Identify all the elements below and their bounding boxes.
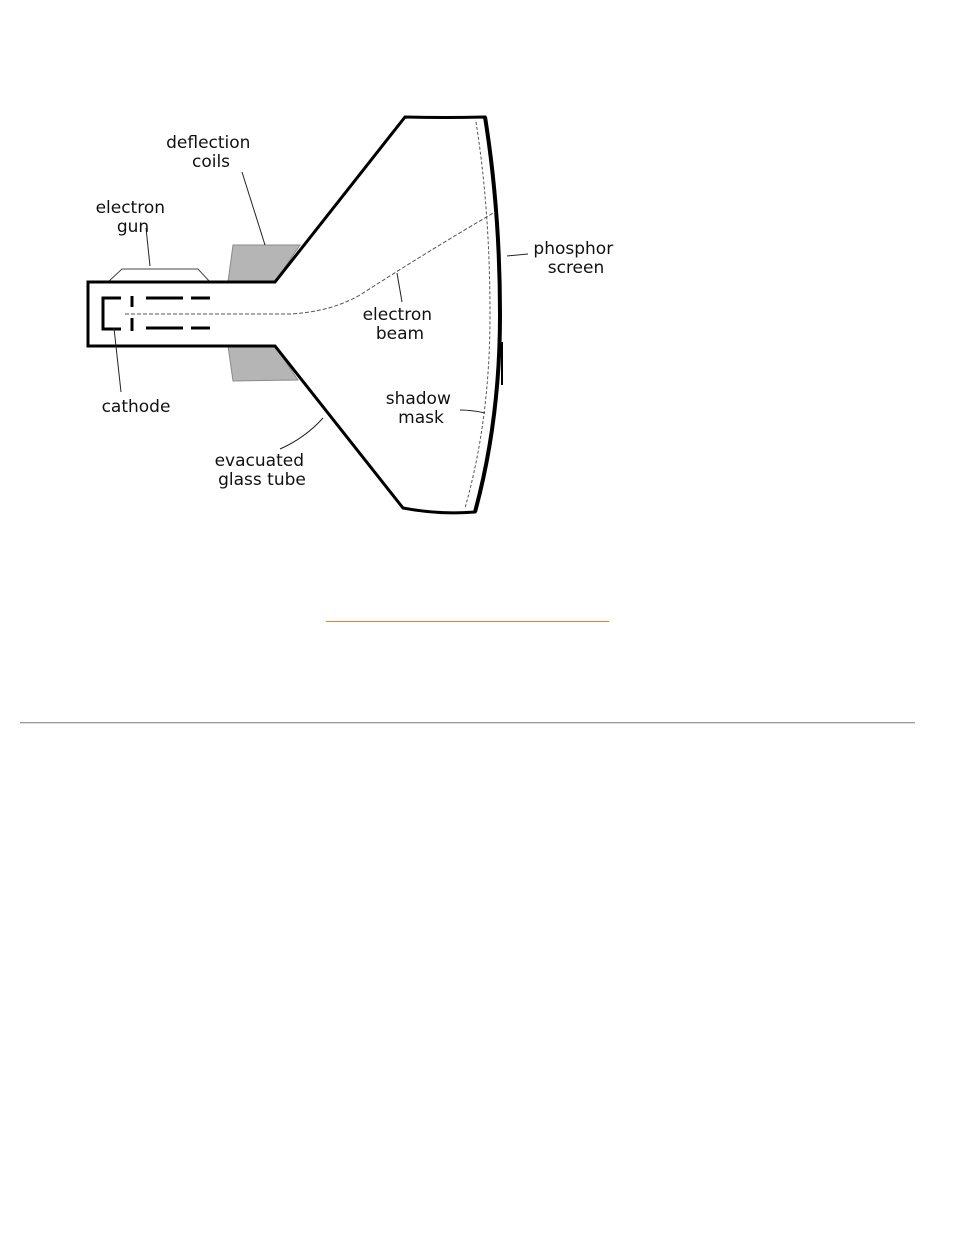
label-evacuated-glass-tube: evacuated glass tube (214, 451, 306, 490)
leader-phosphor-screen (507, 254, 528, 256)
electron-gun-housing (108, 269, 210, 282)
leader-evacuated-glass-tube (280, 418, 323, 449)
label-electron-beam: electron beam (362, 305, 433, 344)
label-electron-gun: electron gun (95, 198, 166, 237)
caption-link-underline[interactable] (326, 603, 609, 622)
leader-deflection-coils (242, 172, 265, 245)
label-cathode: cathode (101, 397, 171, 417)
label-deflection-coils: deflection coils (166, 133, 251, 172)
label-shadow-mask: shadow mask (385, 389, 451, 428)
label-phosphor-screen: phosphor screen (533, 239, 614, 278)
horizontal-rule (20, 722, 915, 724)
